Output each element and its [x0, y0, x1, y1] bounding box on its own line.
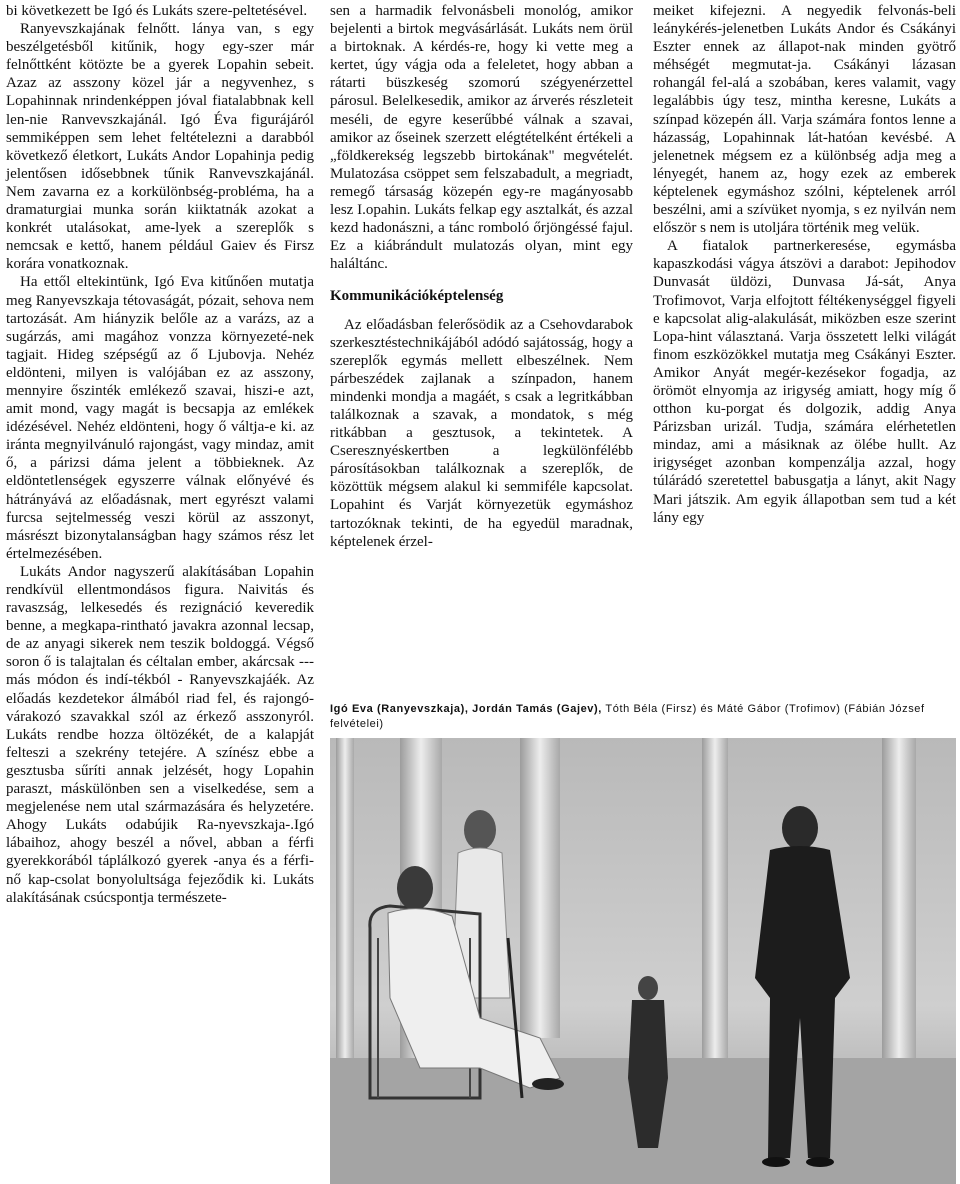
- paragraph: Lukáts Andor nagyszerű alakításában Lopahin rendkívül ellentmondásos figura. Naivitás és ravaszság, lelkesedés és rezignáció keveredik benne, a megkapa-rintható javakra azonnal lecsap, de az anyagi sikerek nem teszik boldoggá. Végső soron ő is talajtalan és céltalan ember, akárcsak --- más módon és indí-tékból - Ranyevszkajáék. Az előadás kezdetekor álmából riad fel, és rajongó-várakozó szavakkal szól az érkező asszonyról. Lukáts rendbe hozza öltözékét, de a kalapját felteszi a szekrény tetejére. A színész ebbe a gesztusba sűríti annak jelzését, hogy Lopahin paraszt, máskülönben sen a viselkedése, sem a megjelenése nem utal származására és helyzetére. Ahogy Lukáts odabújik Ra-nyevszkaja-.Igó lábaihoz, ahogy beszél a nővel, abban a férfi gyerekkorából táplálkozó gyerek -anya és a férfi-nő kap-csolat bonyolultsága fejeződik ki. Lukáts alakításának csúcspontja természete-: [6, 563, 314, 906]
- paragraph: Az előadásban felerősödik az a Csehovdarabok szerkesztéstechnikájából adódó sajátosság, hogy a szereplők egymás mellett elbeszélnek. Nem párbeszédek zajlanak a színpadon, hanem mindenki mondja a magáét, s csak a legritkábban találkoznak a szavak, a mondatok, s még ritkábban a gesztusok, a tekintetek. A Cseresznyéskertben a legkülönfélébb párosításokban találkoznak a szereplők, de közöttük mégsem alakul ki semmiféle kapcsolat. Lopahint és Varját környezetük egymáshoz tartozóknak tekinti, de ha egyedül maradnak, képtelenek érzel-: [330, 316, 633, 550]
- paragraph: A fiatalok partnerkeresése, egymásba kapaszkodási vágya átszövi a darabot: Jepihodov Dunvasát üldözi, Dunvasa Já-sát, Anya Trofimovot, Varja elfojtott féltékenységgel figyeli e kapcsolat alig-alakulását, miközben esze szerint Lopa-hint választaná. Varja összetett lelki világát finom eszközökkel mutatja meg Csákányi Eszter. Amikor Anyát megér-kezésekor fogadja, az örömöt elnyomja az irigység amiatt, hogy míg ő otthon ku-porgat és dolgozik, addig Anya Párizsban urizál. Tudja, számára elérhetetlen mindaz, ami a másiknak az ölébe hullt. Az irigységet azonban kompenzálja azzal, hogy túlárádó szeretettel babusgatja a lányt, akit Nagy Mari játszik. Am egyik állapotban sem tud a két lány egy: [653, 238, 956, 526]
- paragraph: sen a harmadik felvonásbeli monológ, amikor bejelenti a birtok megvásárlását. Lukáts nem örül a birtoknak. A kérdés-re, hogy ki vette meg a kertet, úgy vágja oda a feleletet, hogy abban a rátarti büszkeség szomorú szégyenérzettel párosul. Belelkesedik, amikor az árverés részleteit meséli, de egyre keserűbbé válnak a szavai, amikor az őseinek szerzett elégtételként értékeli a „földkerekség legszebb birtokának" megvételét. Mulatozása csöppet sem felszabadult, a megriadt, remegő társaság közepén egy-re magányosabb lesz I.opahin. Lukáts felkap egy asztalkát, és azzal kezd hadonászni, a tánc romboló őrjöngéssé fajul. Ez a kiábrándult mulatozás olyan, mint egy haláltánc.: [330, 3, 633, 273]
- stage-photo: [330, 738, 956, 1184]
- caption-bold: Igó Eva (Ranyevszkaja), Jordán Tamás (Gajev),: [330, 703, 602, 715]
- paragraph: bi következett be Igó és Lukáts szere-peltetésével.: [6, 3, 308, 19]
- paragraph: Ranyevszkajának felnőtt. lánya van, s egy beszélgetésből kitűnik, hogy egy-szer már felnőttként kötözte be a gyerek Lopahin sebeit. Azaz az asszony közel jár a negyvenhez, s Lopahinnak nrindenképpen jóval fiatalabbnak kell len-nie Ranvevszkajánál. Igó Éva figurájáról semmiképpen sem lehet feltételezni a darabból következő életkort, Lukáts Andor Lopahinja pedig jelentősen idősebbnek tűnik Ranvevszkajánál. Nem zavarna ez a korkülönbség-probléma, ha a dramaturgiai munka során kiiktatnák azokat a konkrét utalásokat, ame-lyek a szereplők s nemcsak e kettő, hanem például Gaiev és Firsz korára vonatkoznak.: [6, 21, 314, 273]
- text-column-3: [653, 2, 956, 527]
- text-column-2: [330, 2, 633, 551]
- paragraph: Ha ettől eltekintünk, Igó Eva kitűnően mutatja meg Ranyevszkaja tétovaságát, pózait, sehova nem tartozását. Am hiányzik belőle az a varázs, az a sugárzás, ami magához vonzza környezeté-nek tagjait. Hideg szépségű az ő Ljubovja. Nehéz eldönteni, milyen is valójában ez az asszony, mennyire őszinték emlékező szavai, hiszi-e azt, amit mond, vagy magát is becsapja az emlékek idézésével. Nehéz eldönteni, hogy ő váltja-e ki. az iránta megnyilvánuló rajongást, vagy mindaz, amit ő, a párizsi dáma jelent a többieknek. Az eldöntetlenségek egyszerre válnak előnyévé és hátrányává az előadásnak, mert egyrészt valami furcsa sejtelmesség veszi körül az asszonyt, másrészt bizonytalanságban hagy számos rész let értelmezésében.: [6, 274, 314, 562]
- text-column-1: [6, 2, 314, 907]
- stage-photo-illustration: [330, 738, 956, 1184]
- photo-caption: [330, 702, 956, 732]
- paragraph: meiket kifejezni. A negyedik felvonás-beli leánykérés-jelenetben Lukáts Andor és Csákányi Eszter ennek az állapot-nak minden gyötrő méhségét megmutat-ja. Csákányi lázasan rohangál fel-alá a szobában, keres valamit, vagy legalábbis úgy tesz, mintha keresne, Lukáts a színpad közepén áll. Varja számára fontos lenne a házasság, Lopahinnak lát-hatóan kevésbé. A jelenetnek mégsem ez a különbség adja meg a lényegét, hanem az, hogy ezek az emberek képtelenek egymáshoz szólni, képtelenek arról beszélni, ami a szívüket nyomja, s ez nyilván nem először s nem is utoljára történik meg velük.: [653, 3, 956, 237]
- section-heading: Kommunikációképtelenség: [330, 288, 504, 305]
- caption-rest: Tóth Béla (Firsz) és Máté Gábor (Trofimov) (Fábián József felvételei): [330, 703, 925, 730]
